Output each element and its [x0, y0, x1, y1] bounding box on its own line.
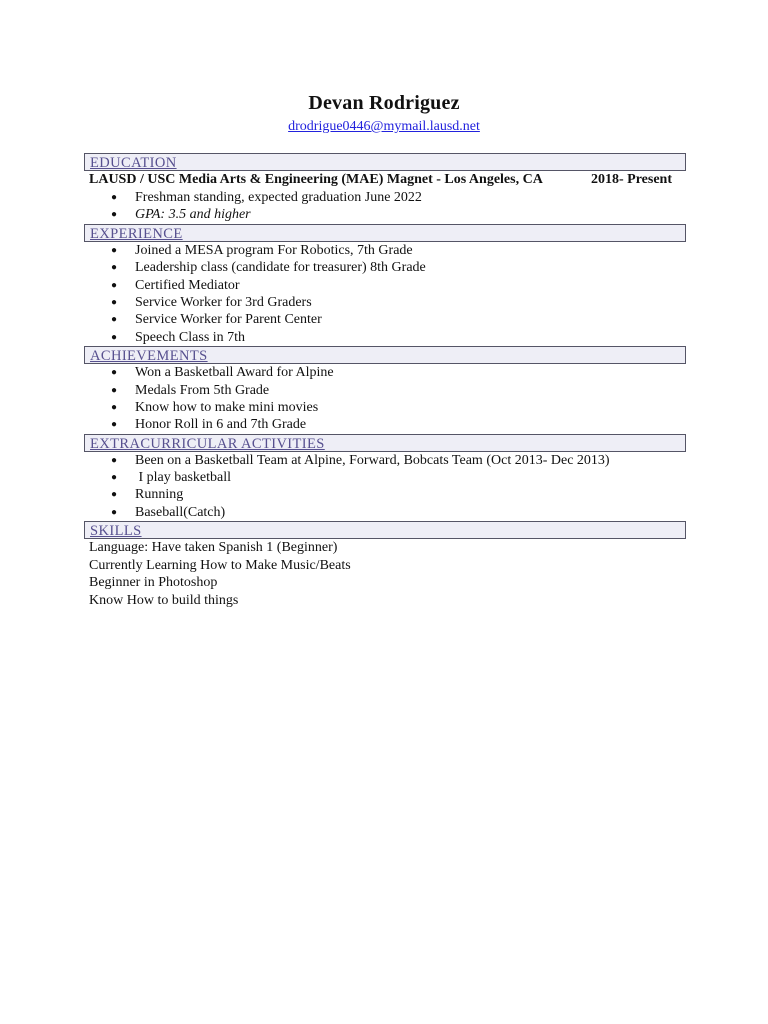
school-dates: 2018- Present [591, 172, 672, 187]
education-heading [84, 153, 686, 171]
skills-line: Currently Learning How to Make Music/Beats [89, 557, 351, 573]
list-item: ● Honor Roll in 6 and 7th Grade [84, 416, 686, 433]
extracurricular-list [84, 452, 686, 522]
skills-heading-text: SKILLS [90, 523, 142, 540]
list-item: ● Joined a MESA program For Robotics, 7th Grade [84, 242, 686, 259]
resume-name: Devan Rodriguez [308, 92, 460, 114]
list-item: ● Service Worker for 3rd Graders [84, 294, 686, 311]
achievements-heading-text: ACHIEVEMENTS [90, 348, 208, 365]
email-line [0, 119, 768, 135]
resume-content [84, 153, 686, 609]
list-item: ● GPA: 3.5 and higher [84, 206, 686, 223]
experience-list [84, 242, 686, 346]
extracurricular-heading-text: EXTRACURRICULAR ACTIVITIES [90, 435, 325, 452]
list-item: ● Certified Mediator [84, 277, 686, 294]
list-item: ● Service Worker for Parent Center [84, 311, 686, 328]
list-item: ● Know how to make mini movies [84, 399, 686, 416]
experience-heading [84, 224, 686, 242]
list-item: ● Running [84, 486, 686, 503]
achievements-heading [84, 346, 686, 364]
list-item: ● Been on a Basketball Team at Alpine, Forward, Bobcats Team (Oct 2013- Dec 2013) [84, 452, 686, 469]
list-item: ● Baseball(Catch) [84, 504, 686, 521]
list-item: ● Leadership class (candidate for treasurer) 8th Grade [84, 259, 686, 276]
list-item: ● Speech Class in 7th [84, 329, 686, 346]
list-item: ● Medals From 5th Grade [84, 382, 686, 399]
education-heading-text: EDUCATION [90, 155, 177, 171]
list-item: ● Freshman standing, expected graduation June 2022 [84, 189, 686, 206]
skills-line: Beginner in Photoshop [89, 575, 218, 591]
skills-heading [84, 521, 686, 539]
skills-line: Language: Have taken Spanish 1 (Beginner) [89, 540, 338, 556]
school-row [84, 171, 686, 189]
skills-line: Know How to build things [89, 592, 239, 608]
experience-heading-text: EXPERIENCE [90, 225, 183, 242]
extracurricular-heading [84, 434, 686, 452]
school-name: LAUSD / USC Media Arts & Engineering (MAE) Magnet - Los Angeles, CA [89, 172, 543, 187]
list-item: ● I play basketball [84, 469, 686, 486]
education-list [84, 189, 686, 224]
email-link[interactable]: drodrigue0446@mymail.lausd.net [288, 119, 480, 134]
list-item: ● Won a Basketball Award for Alpine [84, 364, 686, 381]
achievements-list [84, 364, 686, 434]
